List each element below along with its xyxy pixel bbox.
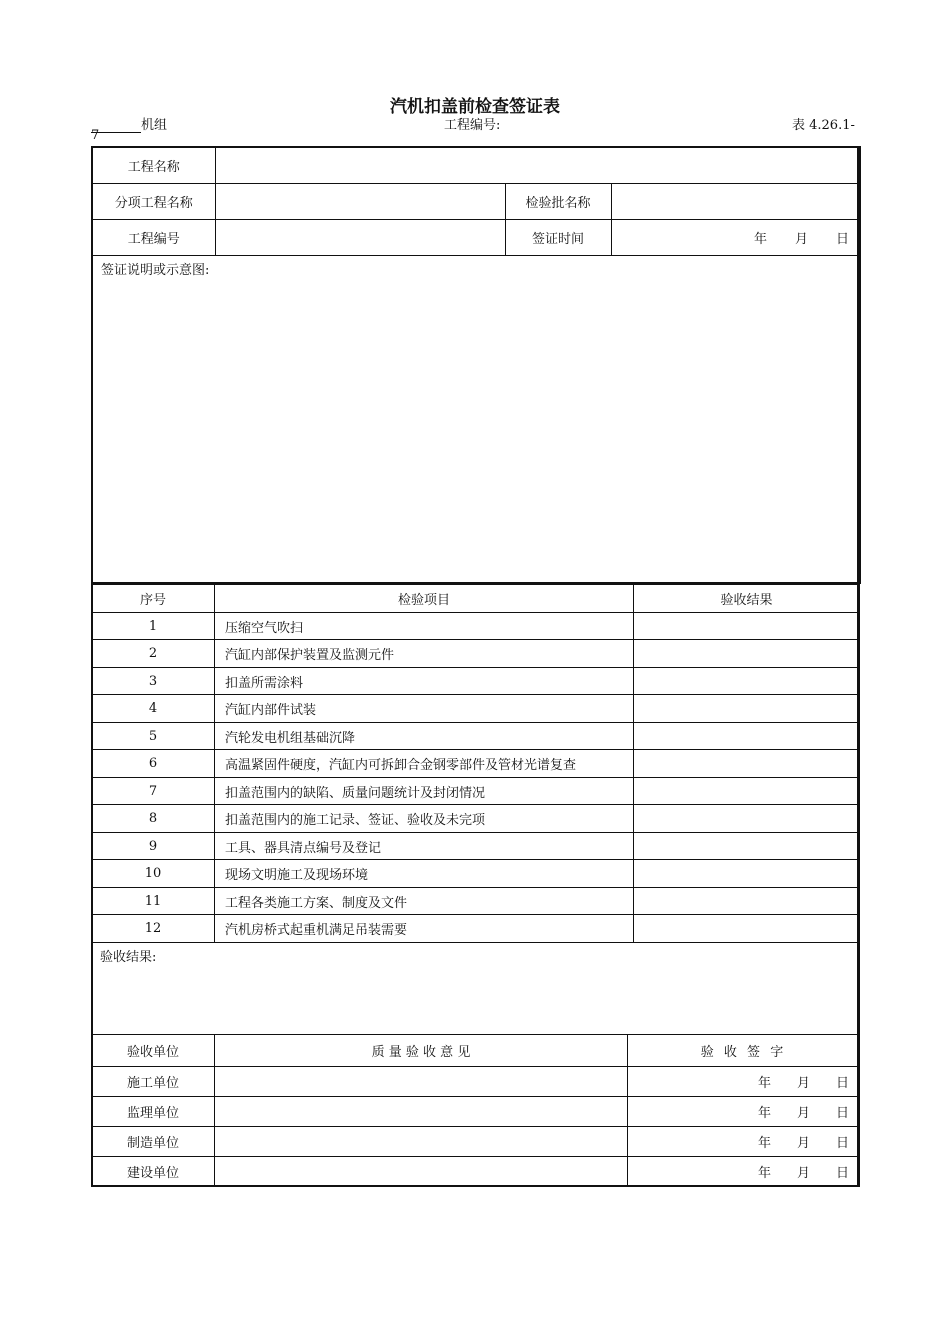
table-row	[92, 695, 860, 723]
unit-suffix: 机组	[141, 118, 168, 133]
signoff-date[interactable]	[628, 1157, 860, 1187]
signoff-opinion[interactable]	[215, 1097, 628, 1127]
row-no: 11	[92, 888, 215, 915]
signoff-table	[91, 1034, 860, 1187]
row-no: 2	[92, 640, 215, 668]
date-day: 日	[835, 1076, 849, 1091]
project-name-label: 工程名称	[92, 147, 215, 183]
table-row	[92, 805, 860, 833]
row-no: 8	[92, 805, 215, 833]
page-title: 汽机扣盖前检查签证表	[390, 97, 560, 117]
row-item: 高温紧固件硬度，汽缸内可拆卸合金钢零部件及管材光谱复查	[215, 750, 634, 778]
batch-value[interactable]	[611, 183, 860, 219]
items-table	[91, 584, 860, 1035]
signoff-unit: 施工单位	[92, 1067, 215, 1097]
unit-field	[91, 114, 167, 133]
conclusion-area[interactable]	[92, 943, 860, 1035]
row-no: 1	[92, 613, 215, 640]
date-day: 日	[835, 1136, 849, 1151]
signoff-date[interactable]	[628, 1067, 860, 1097]
row-item: 工具、器具清点编号及登记	[215, 833, 634, 860]
col-no-header: 序号	[92, 585, 215, 613]
date-year: 年	[753, 231, 767, 247]
date-year: 年	[757, 1106, 771, 1121]
row-item: 汽轮发电机组基础沉降	[215, 723, 634, 750]
row-item: 扣盖范围内的缺陷、质量问题统计及封闭情况	[215, 778, 634, 805]
signoff-unit: 监理单位	[92, 1097, 215, 1127]
row-result[interactable]	[634, 750, 860, 778]
table-row	[92, 613, 860, 640]
signoff-opinion[interactable]	[215, 1157, 628, 1187]
col-item-header: 检验项目	[215, 585, 634, 613]
table-row	[92, 750, 860, 778]
form-number-wrap: 7	[91, 128, 100, 143]
row-item: 汽缸内部保护装置及监测元件	[215, 640, 634, 668]
batch-label: 检验批名称	[505, 183, 611, 219]
sign-time-value[interactable]	[611, 219, 860, 255]
row-item: 扣盖范围内的施工记录、签证、验收及未完项	[215, 805, 634, 833]
row-result[interactable]	[634, 723, 860, 750]
date-day: 日	[835, 231, 849, 247]
project-no-label: 工程编号	[92, 219, 215, 255]
row-no: 10	[92, 860, 215, 888]
row-no: 5	[92, 723, 215, 750]
signoff-row	[92, 1067, 860, 1097]
form-number: 表 4.26.1-	[792, 118, 855, 133]
row-item: 汽机房桥式起重机满足吊装需要	[215, 915, 634, 943]
table-row	[92, 778, 860, 805]
sub-project-value[interactable]	[215, 183, 505, 219]
table-row	[92, 860, 860, 888]
row-result[interactable]	[634, 640, 860, 668]
row-no: 6	[92, 750, 215, 778]
row-item: 扣盖所需涂料	[215, 668, 634, 695]
row-no: 4	[92, 695, 215, 723]
signoff-row	[92, 1127, 860, 1157]
signoff-header-row	[92, 1035, 860, 1067]
row-no: 12	[92, 915, 215, 943]
table-row	[92, 668, 860, 695]
table-row	[92, 640, 860, 668]
sub-project-label: 分项工程名称	[92, 183, 215, 219]
table-row	[92, 833, 860, 860]
row-no: 7	[92, 778, 215, 805]
date-month: 月	[796, 1166, 810, 1181]
row-result[interactable]	[634, 613, 860, 640]
date-month: 月	[796, 1076, 810, 1091]
row-result[interactable]	[634, 695, 860, 723]
project-no-header: 工程编号:	[444, 118, 501, 133]
table-row	[92, 915, 860, 943]
row-item: 汽缸内部件试装	[215, 695, 634, 723]
signoff-opinion[interactable]	[215, 1067, 628, 1097]
row-item: 压缩空气吹扫	[215, 613, 634, 640]
date-month: 月	[796, 1106, 810, 1121]
signoff-opinion[interactable]	[215, 1127, 628, 1157]
table-row	[92, 723, 860, 750]
date-year: 年	[757, 1166, 771, 1181]
table-row	[92, 888, 860, 915]
col-result-header: 验收结果	[634, 585, 860, 613]
col-unit-header: 验收单位	[92, 1035, 215, 1067]
signoff-unit: 建设单位	[92, 1157, 215, 1187]
date-month: 月	[796, 1136, 810, 1151]
row-result[interactable]	[634, 833, 860, 860]
project-name-value[interactable]	[215, 147, 860, 183]
date-month: 月	[794, 231, 808, 247]
row-result[interactable]	[634, 778, 860, 805]
conclusion-label: 验收结果:	[100, 950, 157, 965]
signoff-unit: 制造单位	[92, 1127, 215, 1157]
signoff-row	[92, 1097, 860, 1127]
signoff-date[interactable]	[628, 1097, 860, 1127]
note-label: 签证说明或示意图:	[101, 262, 210, 278]
date-year: 年	[757, 1076, 771, 1091]
project-no-value[interactable]	[215, 219, 505, 255]
row-no: 9	[92, 833, 215, 860]
row-item: 现场文明施工及现场环境	[215, 860, 634, 888]
info-table	[91, 146, 861, 584]
row-result[interactable]	[634, 668, 860, 695]
col-sign-header: 验 收 签 字	[628, 1035, 860, 1067]
col-opinion-header: 质 量 验 收 意 见	[215, 1035, 628, 1067]
date-day: 日	[835, 1166, 849, 1181]
row-result[interactable]	[634, 805, 860, 833]
note-area[interactable]	[92, 255, 860, 583]
row-item: 工程各类施工方案、制度及文件	[215, 888, 634, 915]
items-header-row	[92, 585, 860, 613]
date-year: 年	[757, 1136, 771, 1151]
signoff-date[interactable]	[628, 1127, 860, 1157]
sign-time-label: 签证时间	[505, 219, 611, 255]
row-result[interactable]	[634, 915, 860, 943]
date-day: 日	[835, 1106, 849, 1121]
row-result[interactable]	[634, 888, 860, 915]
row-no: 3	[92, 668, 215, 695]
row-result[interactable]	[634, 860, 860, 888]
signoff-row	[92, 1157, 860, 1187]
